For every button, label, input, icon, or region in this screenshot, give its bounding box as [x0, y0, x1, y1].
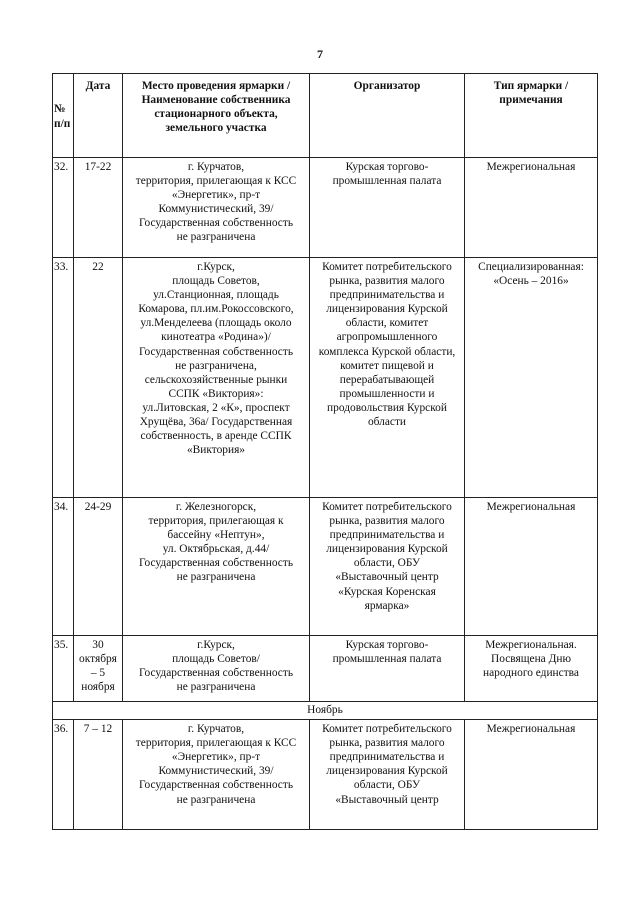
table-row: [53, 498, 598, 636]
row-date: 22: [74, 258, 123, 498]
row-organizer: Курская торгово- промышленная палата: [310, 636, 465, 702]
row-place: г.Курск, площадь Советов/ Государственная собственность не разграничена: [123, 636, 310, 702]
table-row: [53, 158, 598, 258]
row-number: 36.: [53, 720, 74, 830]
month-label: Ноябрь: [53, 702, 598, 720]
month-separator-row: [53, 702, 598, 720]
row-place: г.Курск, площадь Советов, ул.Станционная, площадь Комарова, пл.им.Рокоссовского, ул.Менделеева (площадь около кинотеатра «Родина»)/ Государственная собственность не разграничена, сельскохозяйственные рынки ССПК «Виктория»: ул.Литовская, 2 «К», проспект Хрущёва, 36а/ Государственная собственность, в аренде ССПК «Виктория»: [123, 258, 310, 498]
row-number: 35.: [53, 636, 74, 702]
row-type: Специализированная: «Осень – 2016»: [465, 258, 598, 498]
header-date: Дата: [74, 74, 123, 158]
row-date: 30 октября – 5 ноября: [74, 636, 123, 702]
row-organizer: Комитет потребительского рынка, развития малого предпринимательства и лицензирования Курской области, ОБУ «Выставочный центр «Курская Коренская ярмарка»: [310, 498, 465, 636]
table-row: [53, 720, 598, 830]
row-type: Межрегиональная. Посвящена Дню народного единства: [465, 636, 598, 702]
table-row: [53, 636, 598, 702]
row-date: 7 – 12: [74, 720, 123, 830]
row-type: Межрегиональная: [465, 720, 598, 830]
row-organizer: Курская торгово- промышленная палата: [310, 158, 465, 258]
page-number: 7: [317, 47, 323, 61]
table-row: [53, 258, 598, 498]
row-number: 33.: [53, 258, 74, 498]
row-number: 34.: [53, 498, 74, 636]
row-place: г. Курчатов, территория, прилегающая к КСС «Энергетик», пр-т Коммунистический, 39/ Государственная собственность не разграничена: [123, 158, 310, 258]
table-header-row: [53, 74, 598, 158]
fairs-table: [52, 73, 598, 830]
header-place: Место проведения ярмарки / Наименование собственника стационарного объекта, земельного участка: [123, 74, 310, 158]
row-date: 24-29: [74, 498, 123, 636]
row-organizer: Комитет потребительского рынка, развития малого предпринимательства и лицензирования Курской области, комитет агропромышленного комплекса Курской области, комитет пищевой и перерабатывающей промышленности и продовольствия Курской области: [310, 258, 465, 498]
header-organizer: Организатор: [310, 74, 465, 158]
row-date: 17-22: [74, 158, 123, 258]
row-type: Межрегиональная: [465, 498, 598, 636]
header-number: № п/п: [53, 74, 74, 158]
row-organizer: Комитет потребительского рынка, развития малого предпринимательства и лицензирования Курской области, ОБУ «Выставочный центр: [310, 720, 465, 830]
row-place: г. Курчатов, территория, прилегающая к КСС «Энергетик», пр-т Коммунистический, 39/ Государственная собственность не разграничена: [123, 720, 310, 830]
row-place: г. Железногорск, территория, прилегающая к бассейну «Нептун», ул. Октябрьская, д.44/ Государственная собственность не разграничена: [123, 498, 310, 636]
row-number: 32.: [53, 158, 74, 258]
row-type: Межрегиональная: [465, 158, 598, 258]
header-type: Тип ярмарки / примечания: [465, 74, 598, 158]
